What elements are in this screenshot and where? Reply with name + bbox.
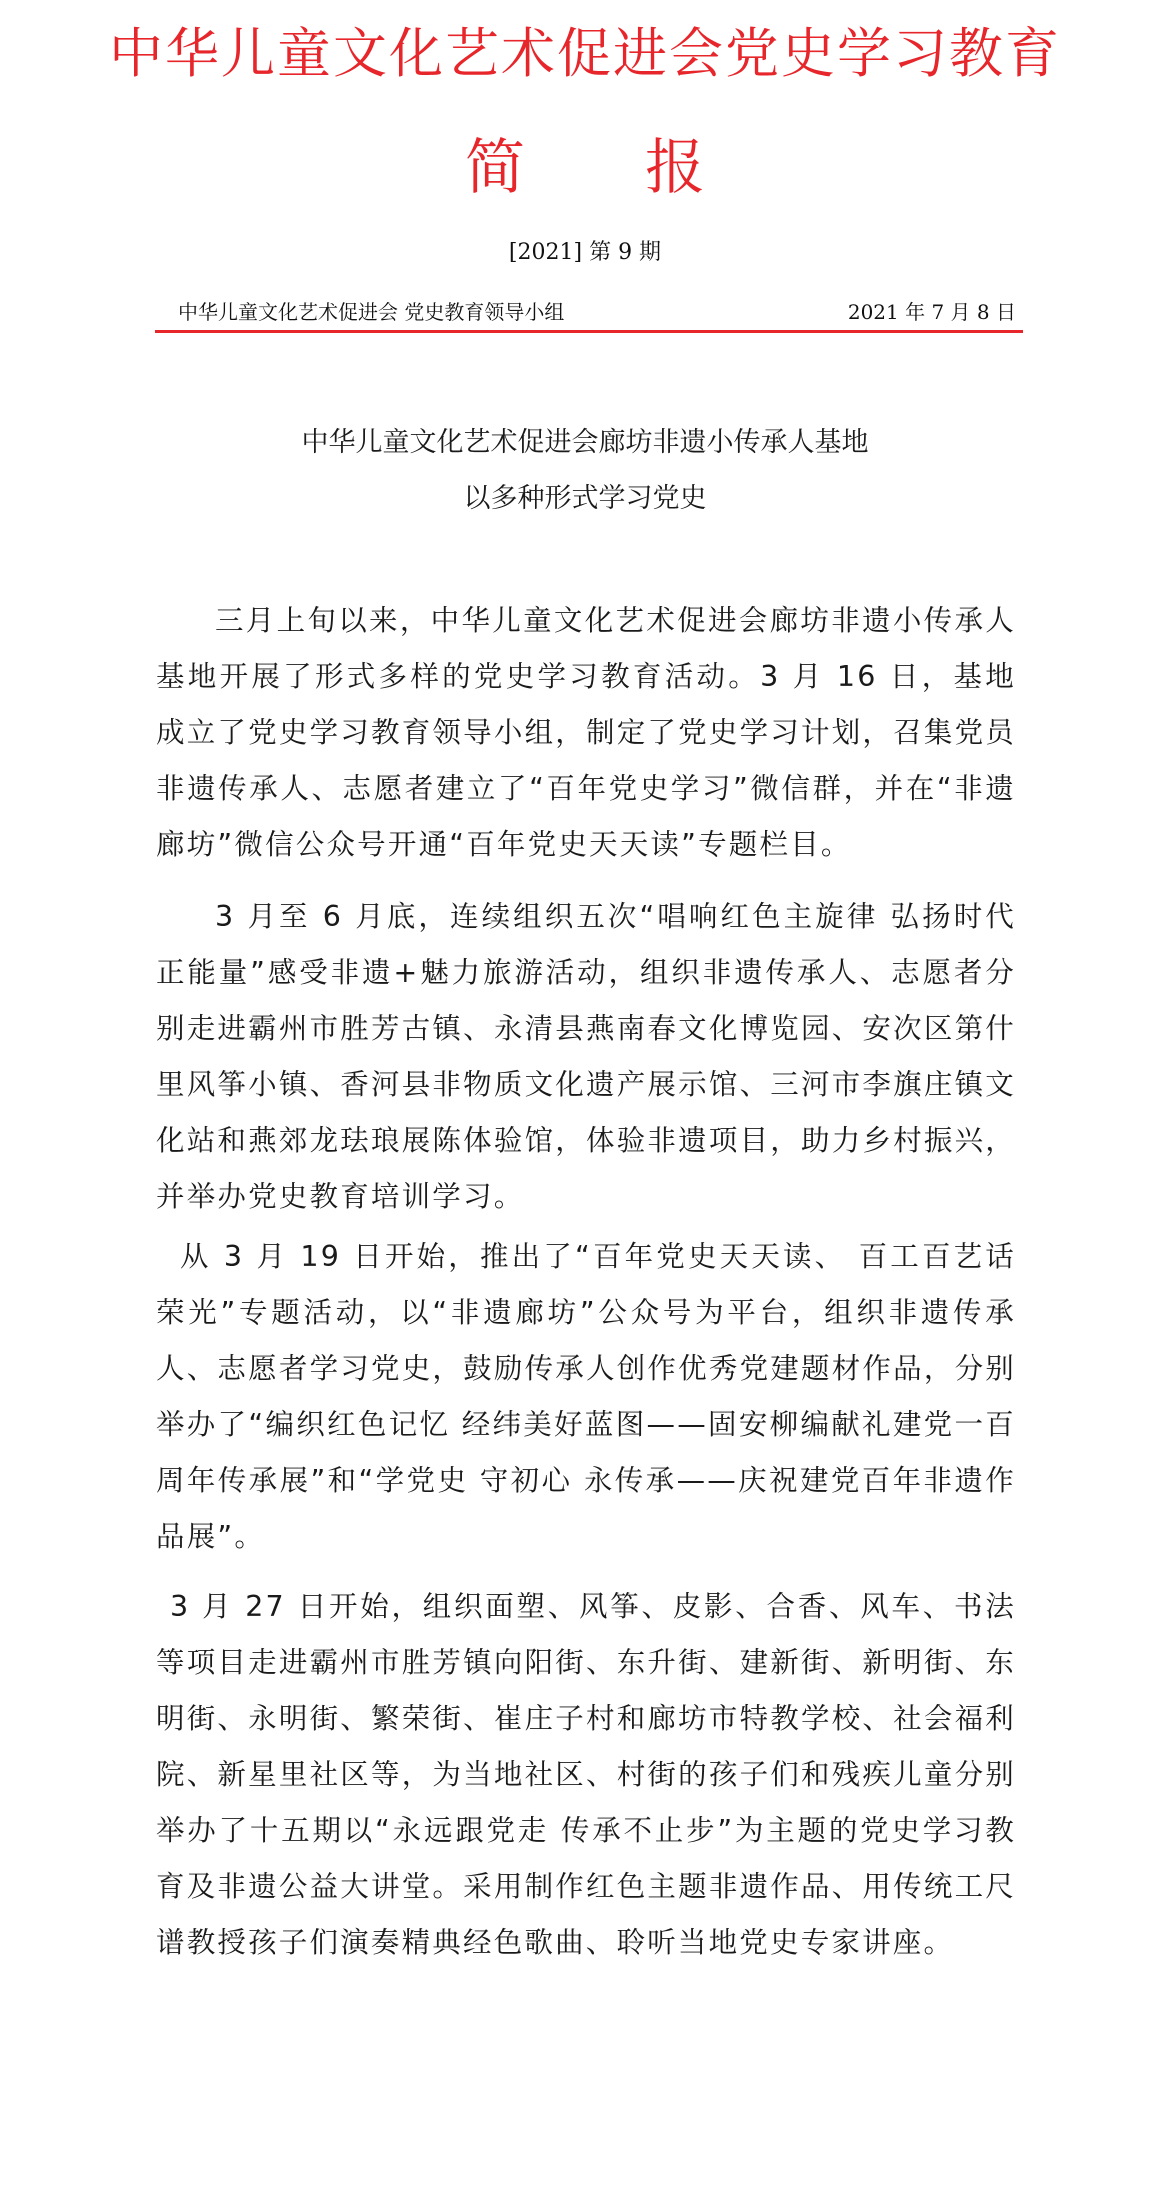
issue-date: 2021 年 7 月 8 日 <box>847 300 1016 324</box>
paragraph-3: 从 3 月 19 日开始，推出了“百年党史天天读、 百工百艺话荣光”专题活动，以“非遗廊坊”公众号为平台，组织非遗传承人、志愿者学习党史，鼓励传承人创作优秀党建题材作品，分别举办了“编织红色记忆 经纬美好蓝图——固安柳编献礼建党一百周年传承展”和“学党史 守初心 永传承——庆祝建党百年非遗作品展”。 <box>156 1240 1016 1553</box>
subtitle-char-2: 报 <box>645 133 705 203</box>
paragraph-2: 3 月至 6 月底，连续组织五次“唱响红色主旋律 弘扬时代正能量”感受非遗+魅力旅游活动，组织非遗传承人、志愿者分别走进霸州市胜芳古镇、永清县燕南春文化博览园、安次区第什里风筝小镇、香河县非物质文化遗产展示馆、三河市李旗庄镇文化站和燕郊龙珐琅展陈体验馆，体验非遗项目，助力乡村振兴，并举办党史教育培训学习。 <box>156 900 1016 1213</box>
issuing-organization: 中华儿童文化艺术促进会 党史教育领导小组 <box>178 300 565 324</box>
masthead-title: 中华儿童文化艺术促进会党史学习教育 <box>109 22 1061 85</box>
article-body <box>156 593 1016 1971</box>
paragraph-4: 3 月 27 日开始，组织面塑、风筝、皮影、合香、风车、书法等项目走进霸州市胜芳镇向阳街、东升街、建新街、新明街、东明街、永明街、繁荣街、崔庄子村和廊坊市特教学校、社会福利院、新星里社区等，为当地社区、村街的孩子们和残疾儿童分别举办了十五期以“永远跟党走 传承不止步”为主题的党史学习教育及非遗公益大讲堂。采用制作红色主题非遗作品、用传统工尺谱教授孩子们演奏精典经色歌曲、聆听当地党史专家讲座。 <box>156 1590 1016 1959</box>
issue-number: [2021] 第 9 期 <box>508 240 662 265</box>
headline-line-2: 以多种形式学习党史 <box>463 483 707 514</box>
subtitle-char-1: 简 <box>465 133 525 203</box>
red-divider-line <box>155 330 1023 333</box>
article-headline <box>0 415 1170 527</box>
bulletin-subtitle <box>0 128 1170 208</box>
paragraph-1: 三月上旬以来，中华儿童文化艺术促进会廊坊非遗小传承人基地开展了形式多样的党史学习教育活动。3 月 16 日，基地成立了党史学习教育领导小组，制定了党史学习计划，召集党员非遗传承人、志愿者建立了“百年党史学习”微信群，并在“非遗廊坊”微信公众号开通“百年党史天天读”专题栏目。 <box>156 604 1016 861</box>
headline-line-1: 中华儿童文化艺术促进会廊坊非遗小传承人基地 <box>301 427 869 458</box>
